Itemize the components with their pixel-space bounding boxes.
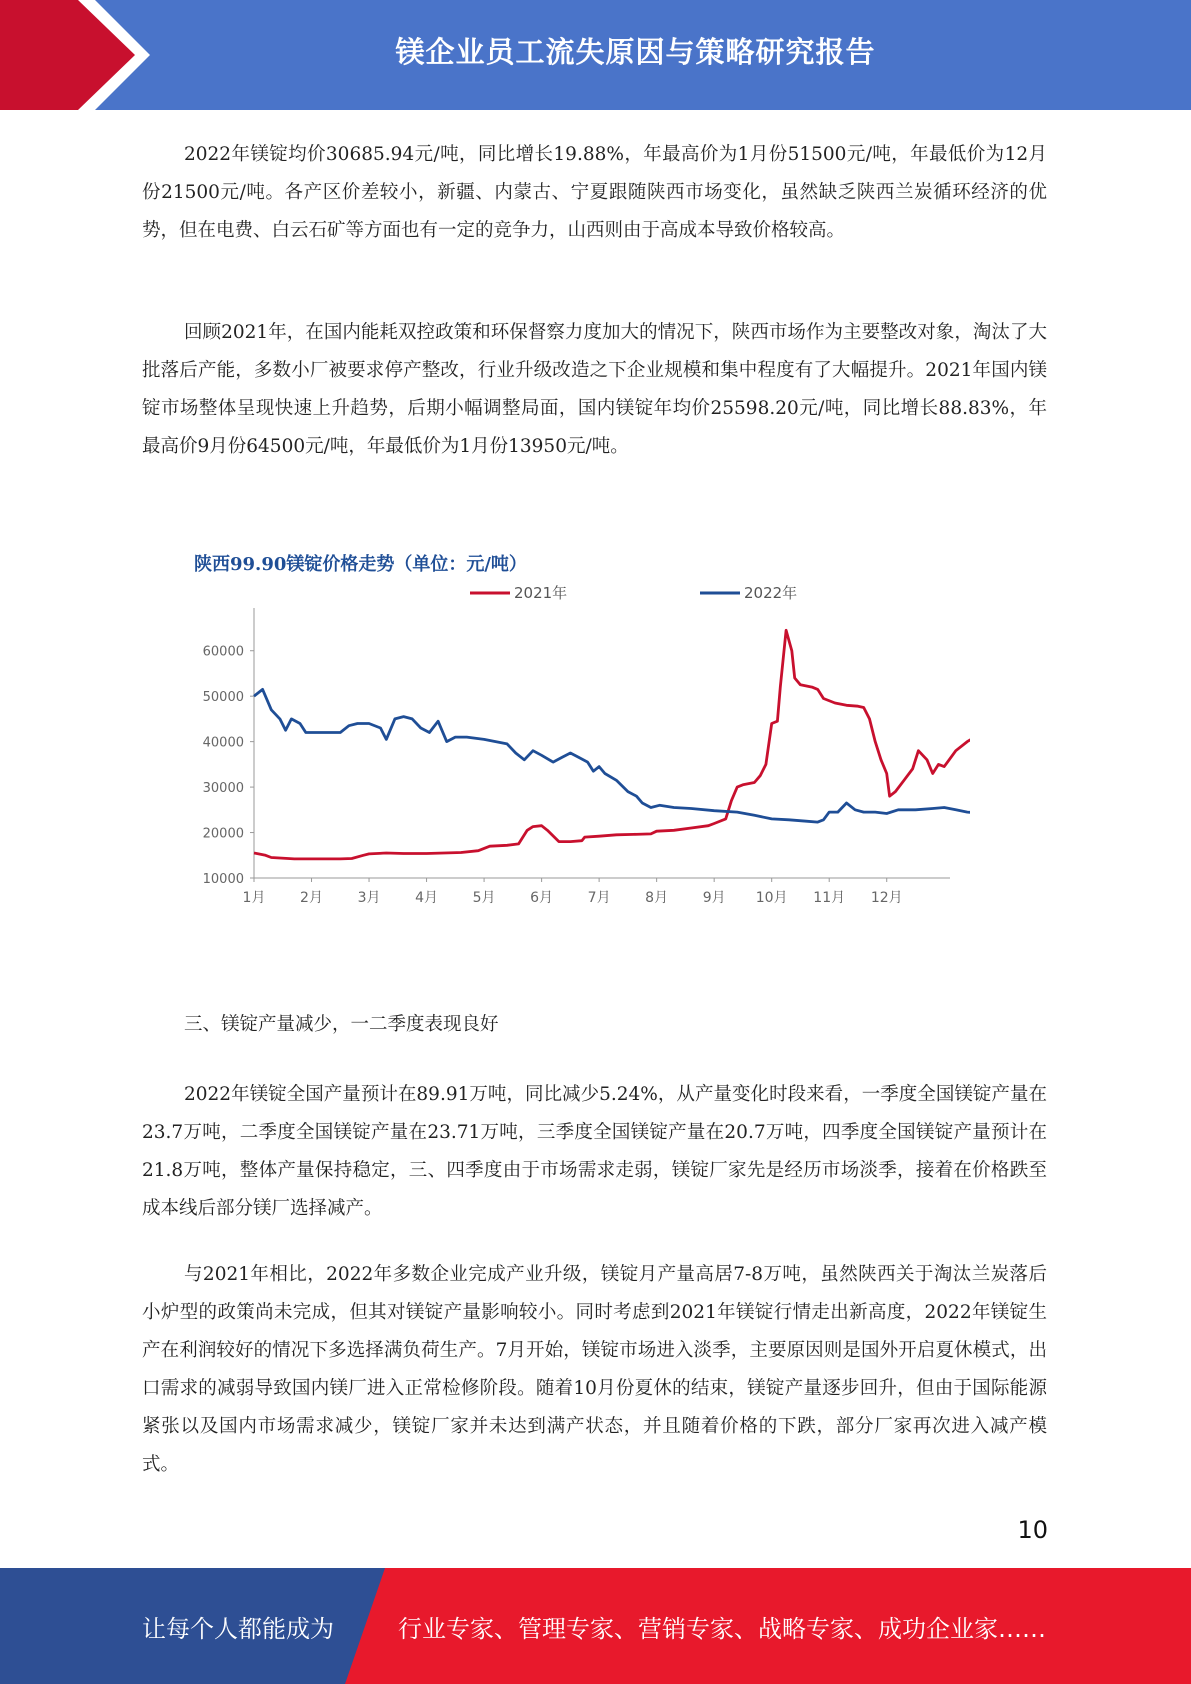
page-number: 10 — [1017, 1516, 1048, 1544]
x-tick-label: 7月 — [587, 890, 611, 906]
footer-slogan-right: 行业专家、管理专家、营销专家、战略专家、成功企业家…… — [398, 1614, 1046, 1643]
chart-svg — [180, 540, 970, 920]
x-tick-label: 5月 — [472, 890, 496, 906]
chart-title: 陕西99.90镁锭价格走势（单位：元/吨） — [194, 554, 527, 575]
paragraph-review-2021: 回顾2021年，在国内能耗双控政策和环保督察力度加大的情况下，陕西市场作为主要整改对象，淘汰了大批落后产能，多数小厂被要求停产整改，行业升级改造之下企业规模和集中程度有了大幅提升。2021年国内镁锭市场整体呈现快速上升趋势，后期小幅调整局面，国内镁锭年均价25598.20元/吨，同比增长88.83%，年最高价9月份64500元/吨，年最低价为1月份13950元/吨。 — [142, 322, 1047, 457]
x-tick-label: 3月 — [357, 890, 381, 906]
paragraph-price-2022: 2022年镁锭均价30685.94元/吨，同比增长19.88%，年最高价为1月份51500元/吨，年最低价为12月份21500元/吨。各产区价差较小，新疆、内蒙古、宁夏跟随陕西市场变化，虽然缺乏陕西兰炭循环经济的优势，但在电费、白云石矿等方面也有一定的竞争力，山西则由于高成本导致价格较高。 — [142, 144, 1047, 241]
x-tick-label: 2月 — [300, 890, 323, 906]
chart-legend — [470, 584, 797, 602]
y-tick-label: 40000 — [202, 735, 244, 751]
legend-label: 2022年 — [744, 584, 798, 602]
x-tick-label: 6月 — [530, 890, 554, 906]
paragraph-compare-2021: 与2021年相比，2022年多数企业完成产业升级，镁锭月产量高居7-8万吨，虽然陕西关于淘汰兰炭落后小炉型的政策尚未完成，但其对镁锭产量影响较小。同时考虑到2021年镁锭行情走出新高度，2022年镁锭生产在利润较好的情况下多选择满负荷生产。7月开始，镁锭市场进入淡季，主要原因则是国外开启夏休模式，出口需求的减弱导致国内镁厂进入正常检修阶段。随着10月份夏休的结束，镁锭产量逐步回升，但由于国际能源紧张以及国内市场需求减少，镁锭厂家并未达到满产状态，并且随着价格的下跌，部分厂家再次进入减产模式。 — [142, 1264, 1047, 1475]
y-tick-label: 60000 — [202, 644, 244, 660]
series-line-2022 — [254, 689, 970, 825]
x-tick-label: 10月 — [755, 890, 788, 906]
price-trend-chart — [180, 540, 970, 920]
x-tick-label: 9月 — [702, 890, 726, 906]
series-line-2021 — [254, 630, 970, 859]
x-tick-label: 4月 — [415, 890, 439, 906]
x-tick-label: 1月 — [242, 890, 266, 906]
chart-series — [254, 630, 970, 859]
y-tick-label: 20000 — [202, 826, 244, 842]
footer-slogan-left: 让每个人都能成为 — [142, 1614, 334, 1643]
page-header — [0, 0, 1191, 110]
x-tick-label: 8月 — [645, 890, 669, 906]
x-tick-label: 12月 — [870, 890, 903, 906]
legend-label: 2021年 — [514, 584, 568, 602]
paragraph-output-2022: 2022年镁锭全国产量预计在89.91万吨，同比减少5.24%，从产量变化时段来看，一季度全国镁锭产量在23.7万吨，二季度全国镁锭产量在23.71万吨，三季度全国镁锭产量在20.7万吨，四季度全国镁锭产量预计在21.8万吨，整体产量保持稳定，三、四季度由于市场需求走弱，镁锭厂家先是经历市场淡季，接着在价格跌至成本线后部分镁厂选择减产。 — [142, 1084, 1047, 1219]
section-heading-3: 三、镁锭产量减少，一二季度表现良好 — [184, 1014, 499, 1035]
report-title: 镁企业员工流失原因与策略研究报告 — [395, 34, 876, 69]
page-footer — [0, 1568, 1191, 1684]
y-tick-label: 50000 — [202, 690, 244, 706]
y-tick-label: 30000 — [202, 781, 244, 797]
x-tick-label: 11月 — [813, 890, 846, 906]
y-tick-label: 10000 — [202, 872, 244, 887]
